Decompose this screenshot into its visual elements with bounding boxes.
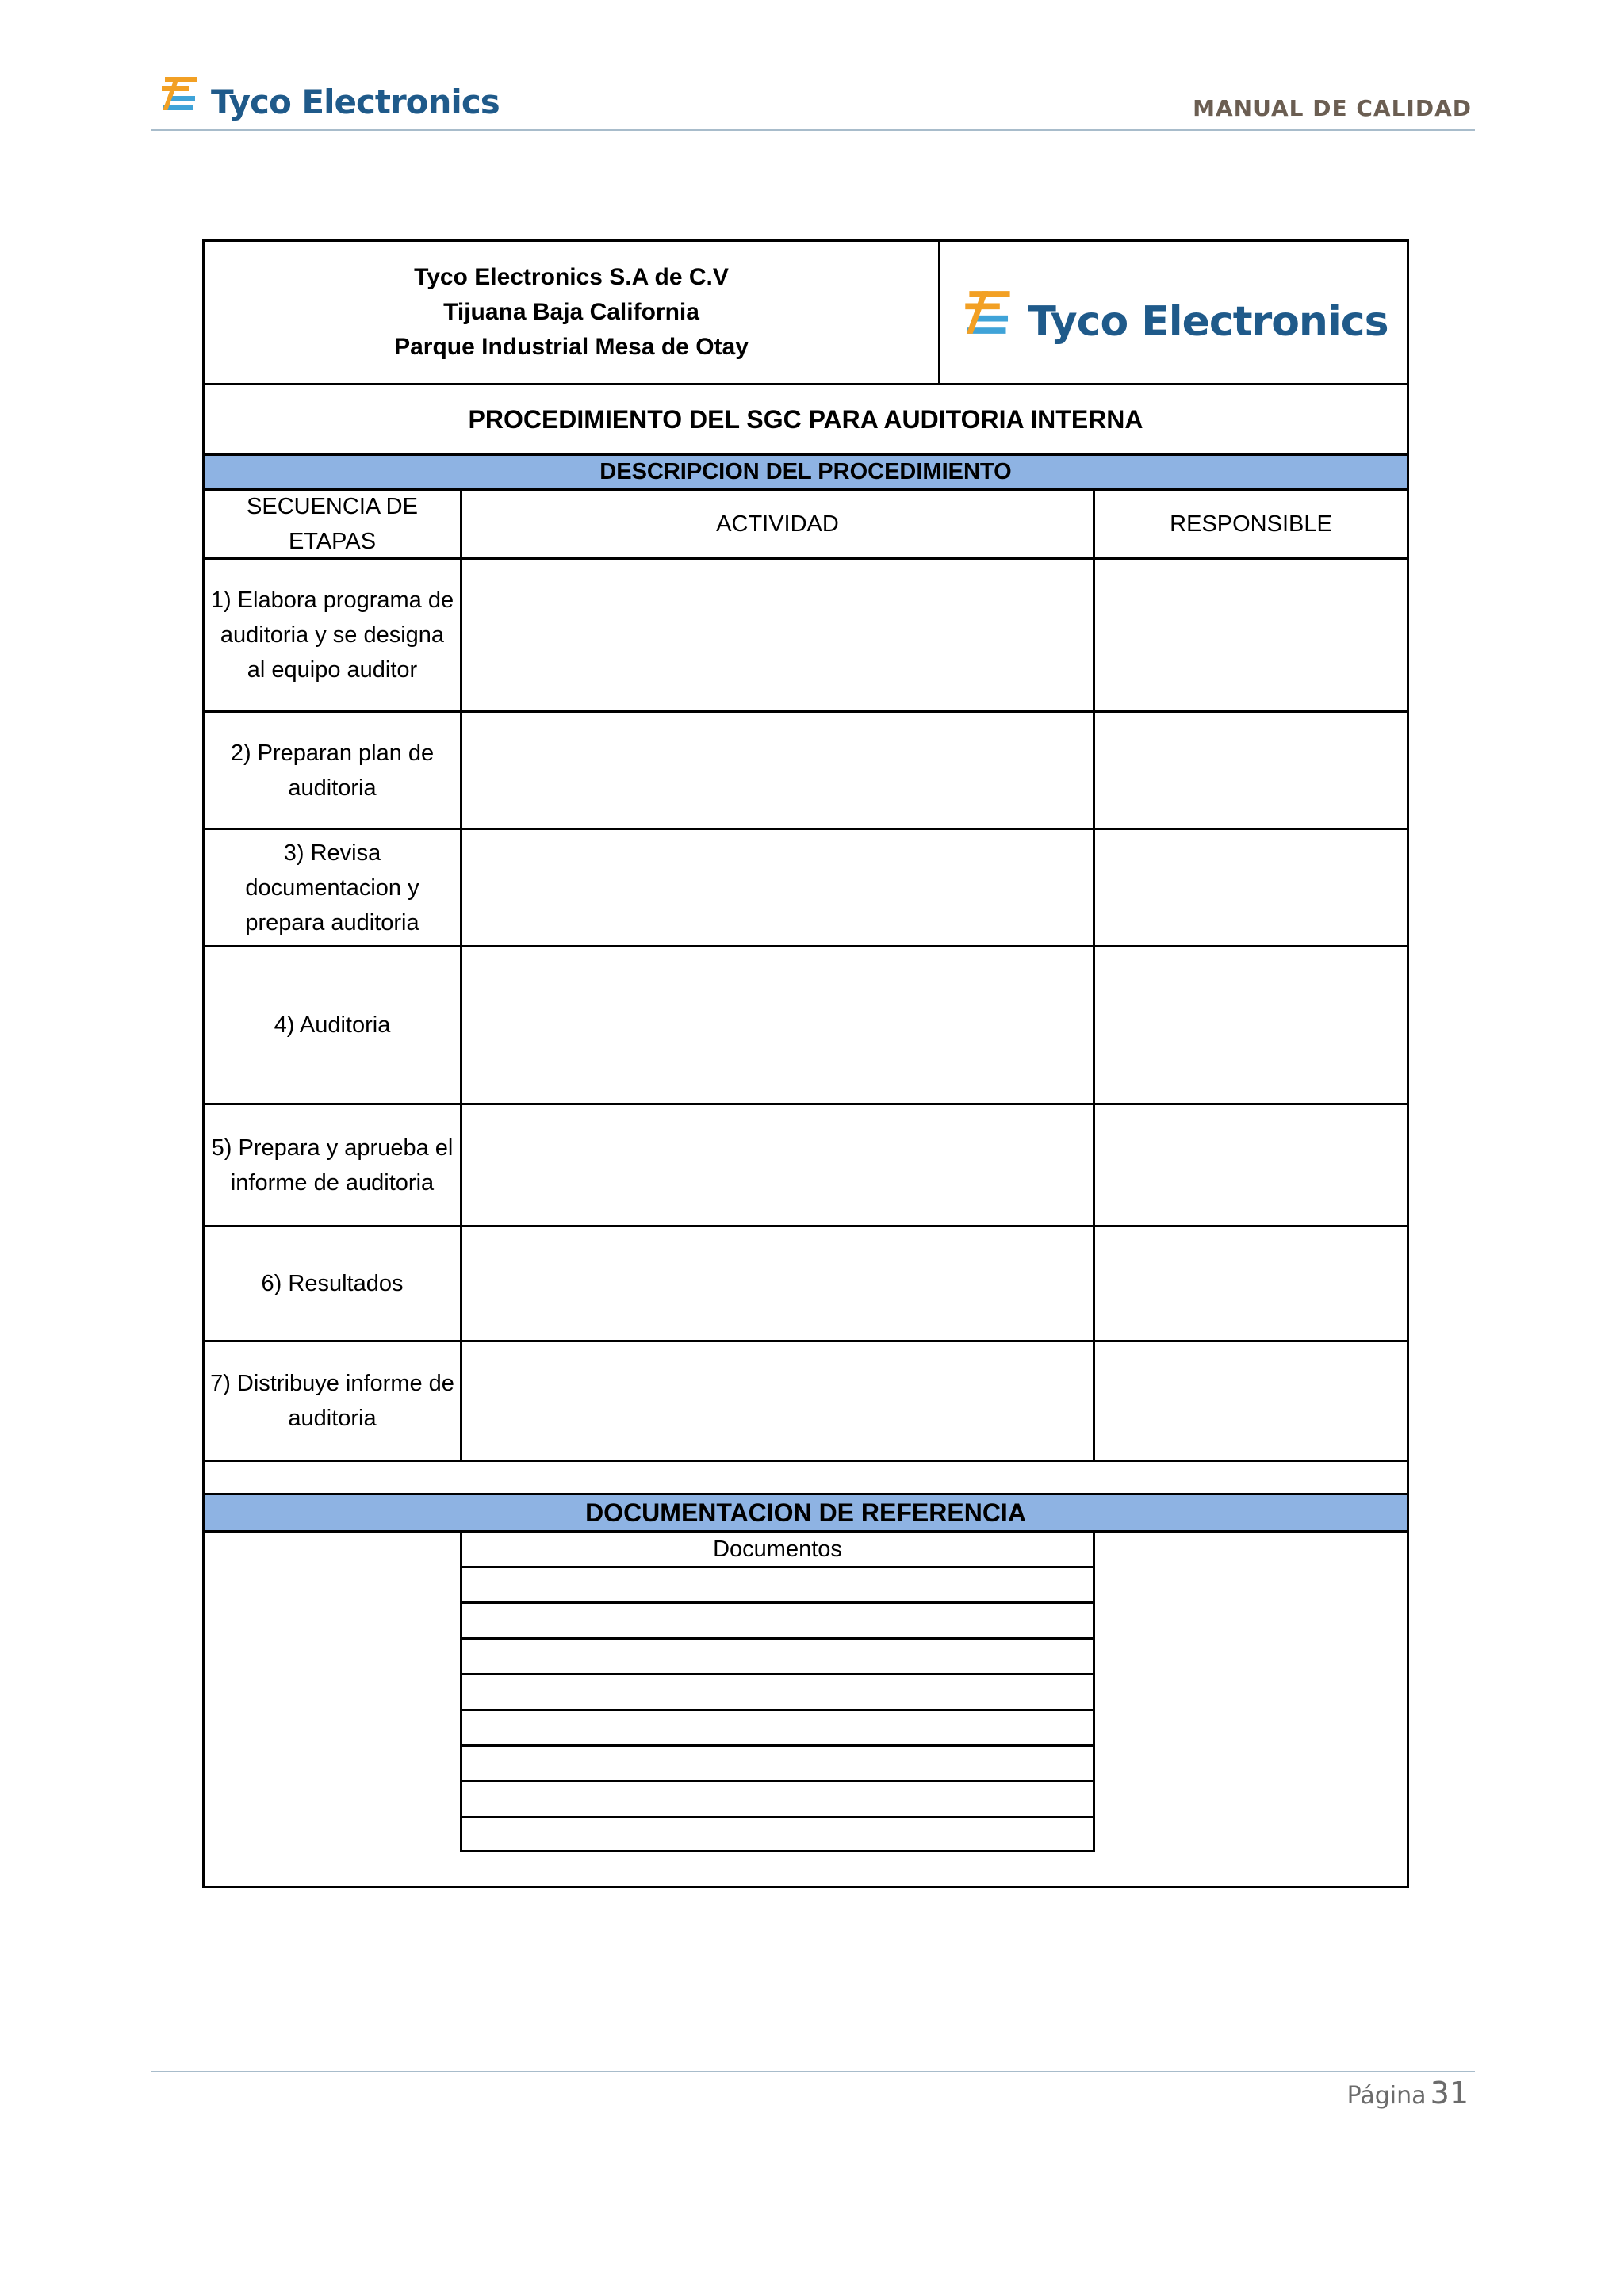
divider [460, 1533, 462, 1852]
document-row [460, 1709, 1095, 1711]
document-row [460, 1601, 1095, 1604]
step-cell: 6) Resultados [261, 1271, 404, 1296]
step-cell: 7) Distribuye informe de auditoria [210, 1371, 454, 1431]
document-title: MANUAL DE CALIDAD [1193, 95, 1472, 121]
step-cell: 2) Preparan plan de auditoria [230, 740, 435, 801]
description-band: DESCRIPCION DEL PROCEDIMIENTO [205, 456, 1407, 488]
reference-band: DOCUMENTACION DE REFERENCIA [205, 1495, 1407, 1530]
document-row [460, 1780, 1095, 1782]
header-logo [159, 62, 500, 125]
brand-name: Tyco Electronics [211, 82, 500, 121]
procedure-title: PROCEDIMIENTO DEL SGC PARA AUDITORIA INTERNA [468, 404, 1143, 434]
divider [1093, 1533, 1095, 1852]
tyco-logo-icon [961, 287, 1018, 338]
step-cell: 4) Auditoria [274, 1012, 391, 1038]
document-row [460, 1566, 1095, 1568]
page-number [1347, 2076, 1469, 2110]
company-info [205, 242, 938, 383]
page-number-value: 31 [1430, 2076, 1469, 2110]
document-row [460, 1744, 1095, 1747]
document-row [460, 1637, 1095, 1640]
document-row [460, 1850, 1095, 1852]
column-header-sequence: SECUENCIA DE ETAPAS [247, 494, 418, 554]
step-cell: 3) Revisa documentacion y prepara auditoria [245, 840, 419, 936]
tyco-logo-icon [159, 74, 203, 113]
step-cell: 5) Prepara y aprueba el informe de auditoria [211, 1135, 454, 1196]
company-name: Tyco Electronics S.A de C.V [414, 264, 729, 290]
header-rule [151, 129, 1475, 131]
page-label: Página [1346, 2082, 1427, 2110]
company-park: Parque Industrial Mesa de Otay [394, 334, 749, 360]
step-cell: 1) Elabora programa de auditoria y se designa al equipo auditor [210, 587, 454, 683]
divider [205, 1460, 1407, 1462]
document-row [460, 1816, 1095, 1818]
footer-rule [151, 2071, 1475, 2072]
document-row [460, 1673, 1095, 1675]
column-header-activity: ACTIVIDAD [716, 511, 839, 537]
form-logo [940, 242, 1409, 383]
column-header-responsible: RESPONSIBLE [1170, 511, 1332, 537]
form-logo-text: Tyco Electronics [1028, 298, 1388, 346]
documents-header: Documentos [713, 1536, 842, 1562]
company-city: Tijuana Baja California [443, 299, 699, 325]
divider [1093, 491, 1095, 1462]
procedure-form [202, 239, 1409, 1888]
divider [460, 491, 462, 1462]
